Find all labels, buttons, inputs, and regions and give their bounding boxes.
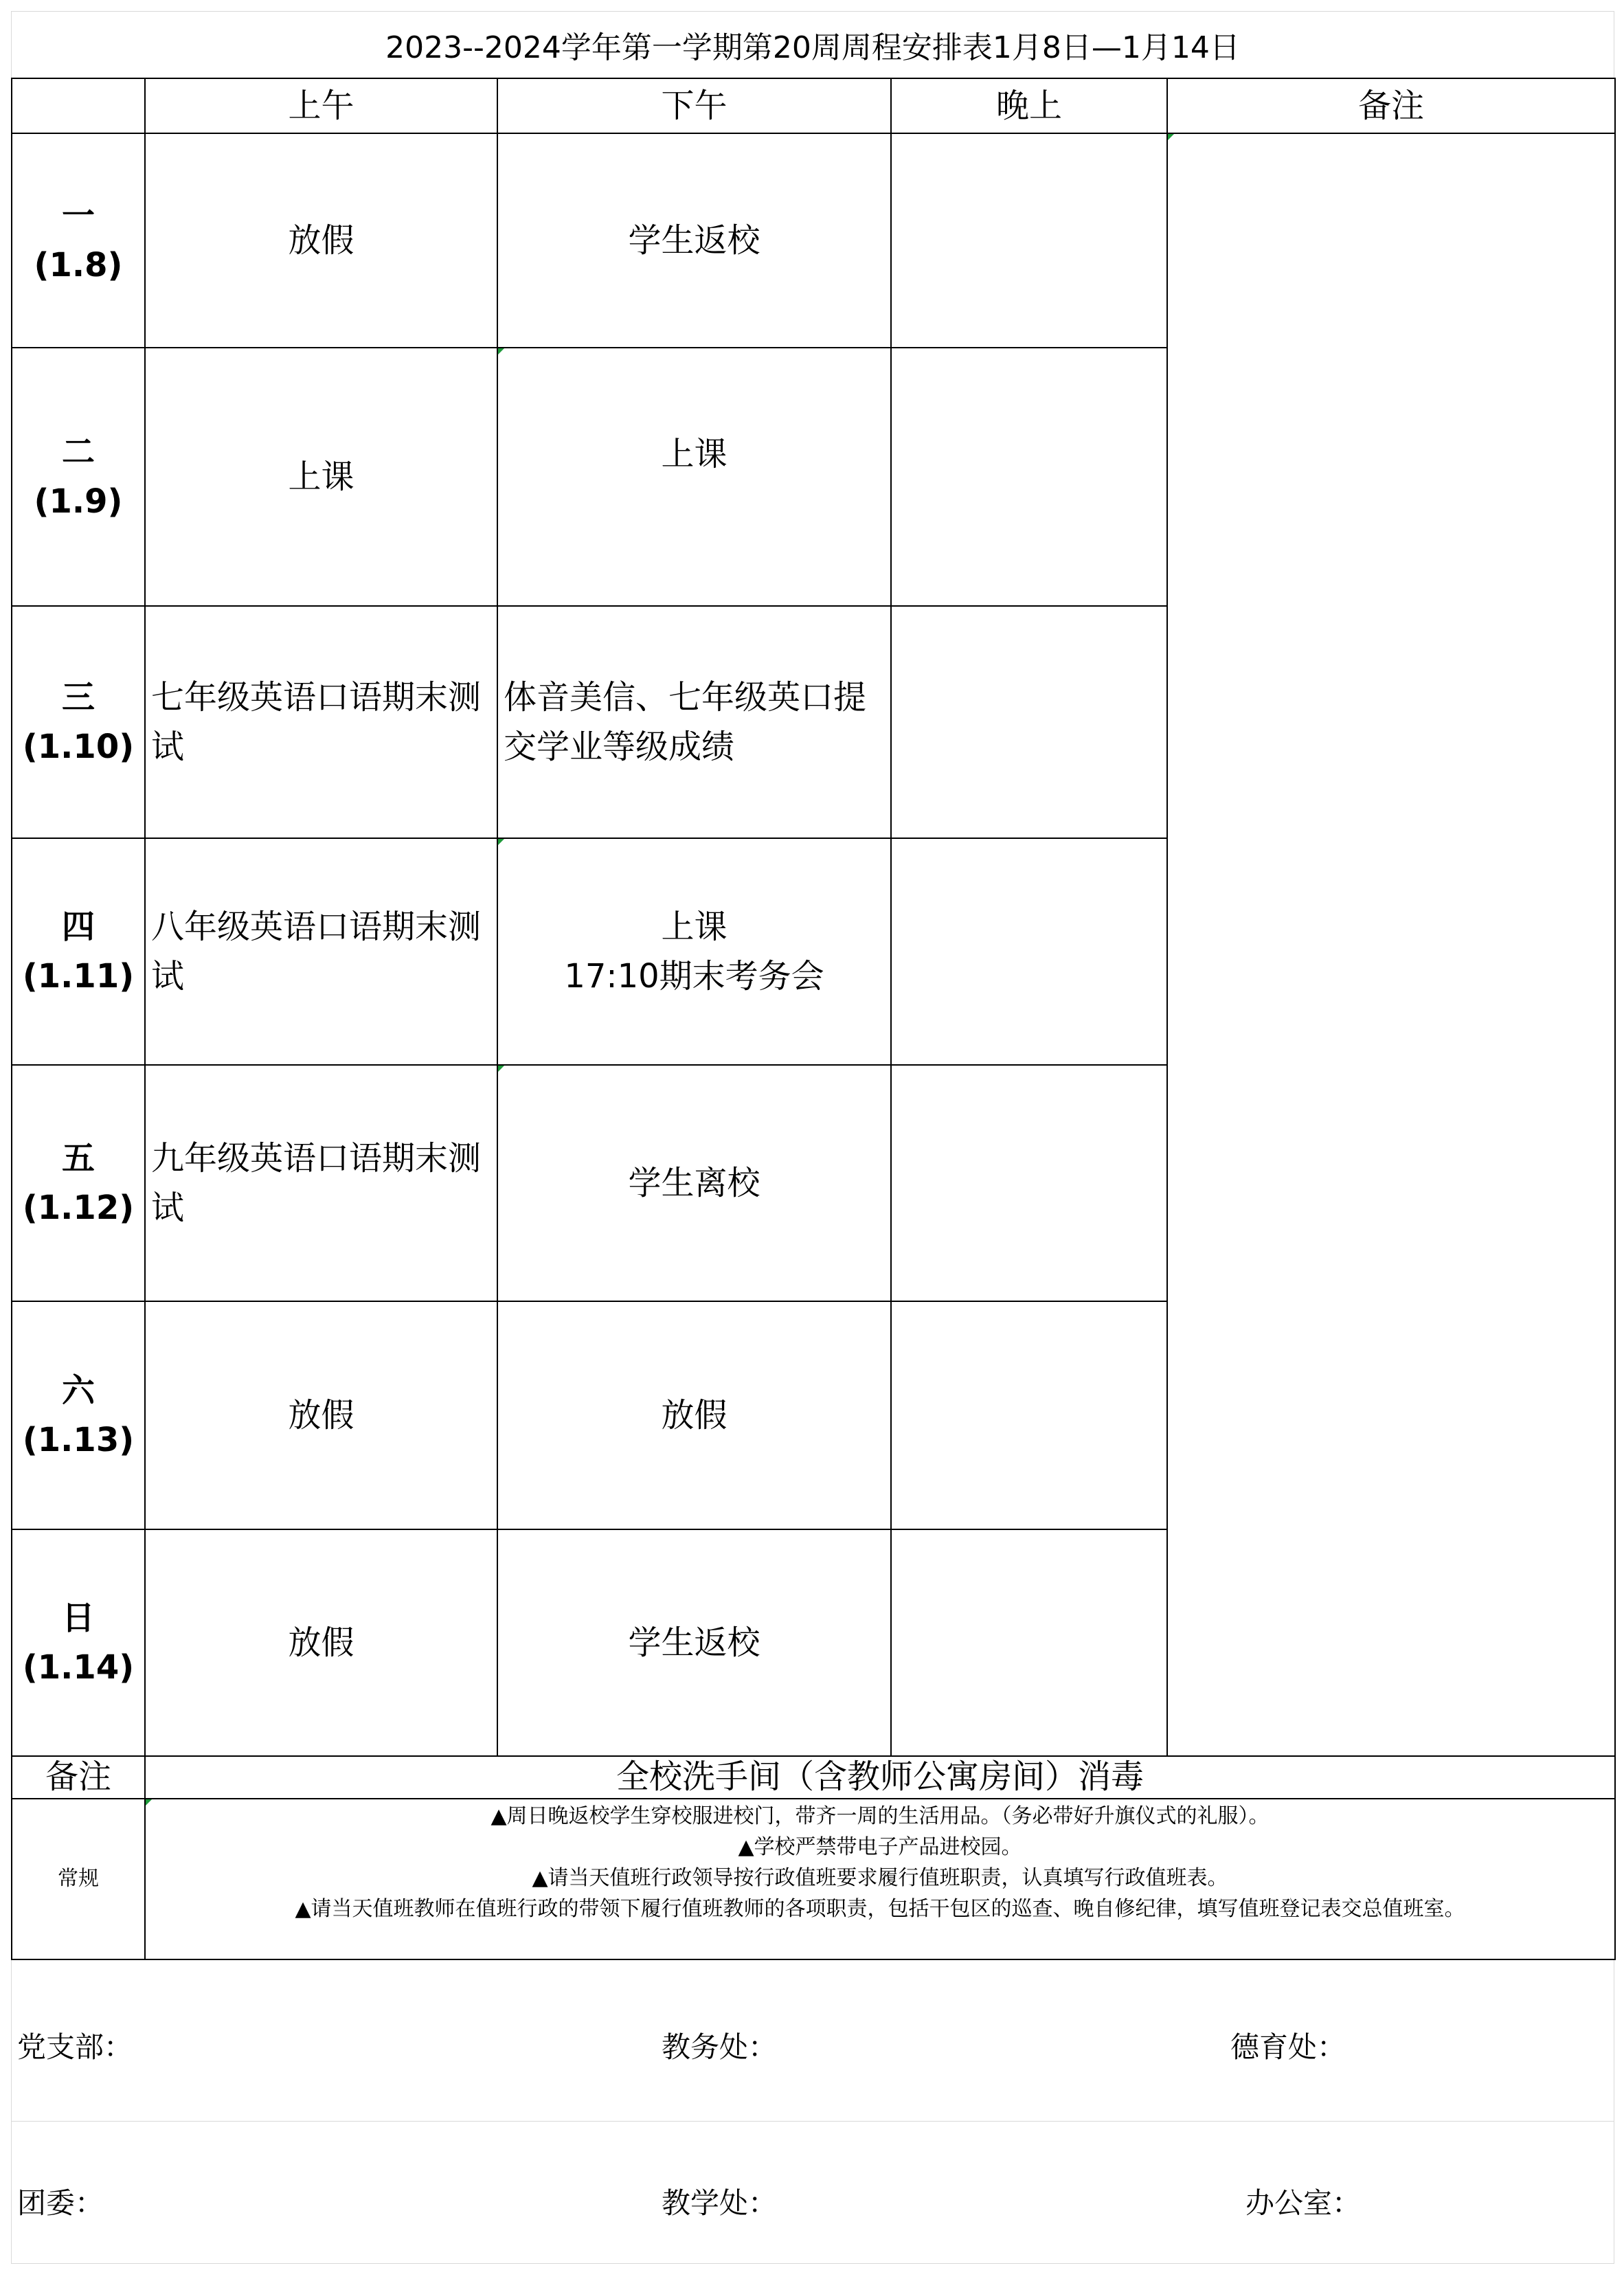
morning-cell: 八年级英语口语期末测试 [145, 838, 497, 1065]
day-cell [12, 606, 145, 838]
morning-cell: 九年级英语口语期末测试 [145, 1065, 497, 1301]
header-row [12, 78, 1615, 133]
evening-cell [891, 133, 1167, 348]
afternoon-cell: 体音美信、七年级英口提交学业等级成绩 [497, 606, 891, 838]
header-blank [12, 78, 145, 133]
signature-row-1 [11, 1960, 1614, 2122]
day-date: (1.12) [22, 1189, 135, 1227]
day-cell [12, 348, 145, 606]
routine-line: ▲请当天值班行政领导按行政值班要求履行值班职责，认真填写行政值班表。 [532, 1866, 1228, 1890]
evening-cell [891, 838, 1167, 1065]
afternoon-cell: 学生返校 [497, 133, 891, 348]
morning-cell: 七年级英语口语期末测试 [145, 606, 497, 838]
routine-line: ▲请当天值班教师在值班行政的带领下履行值班教师的各项职责，包括干包区的巡查、晚自修纪律，填写值班登记表交总值班室。 [295, 1897, 1465, 1921]
evening-cell [891, 1301, 1167, 1529]
routine-text [145, 1799, 1615, 1959]
day-name: 三 [61, 678, 95, 717]
signature-row-2 [11, 2122, 1614, 2264]
page-title: 2023--2024学年第一学期第20周周程安排表1月8日—1月14日 [11, 11, 1614, 78]
header-notes: 备注 [1167, 78, 1615, 133]
day-name: 五 [61, 1139, 95, 1178]
morning-cell: 放假 [145, 133, 497, 348]
morning-cell: 上课 [145, 348, 497, 606]
evening-cell [891, 1065, 1167, 1301]
day-cell [12, 1065, 145, 1301]
remarks-label: 备注 [12, 1756, 145, 1799]
day-name: 日 [61, 1599, 95, 1637]
morning-cell: 放假 [145, 1529, 497, 1756]
day-date: (1.9) [34, 482, 123, 521]
afternoon-cell [497, 838, 891, 1065]
day-cell [12, 1529, 145, 1756]
day-date: (1.10) [22, 728, 135, 766]
day-name: 六 [61, 1371, 95, 1410]
day-date: (1.11) [22, 957, 135, 996]
afternoon-line-1: 上课 [661, 908, 728, 946]
routine-line: ▲学校严禁带电子产品进校园。 [738, 1835, 1022, 1859]
table-row [12, 133, 1615, 348]
signature-academic-affairs: 教务处： [662, 2030, 778, 2064]
routine-line: ▲周日晚返校学生穿校服进校门，带齐一周的生活用品。（务必带好升旗仪式的礼服）。 [490, 1804, 1270, 1828]
evening-cell [891, 1529, 1167, 1756]
signature-youth-league: 团委： [17, 2186, 104, 2220]
day-name: 四 [61, 908, 95, 946]
signature-moral-education: 德育处： [1230, 2030, 1346, 2064]
day-cell [12, 1301, 145, 1529]
notes-column-cell [1167, 133, 1615, 1756]
signature-office: 办公室： [1245, 2186, 1362, 2220]
remarks-row [12, 1756, 1615, 1799]
afternoon-line-2: 17:10期末考务会 [564, 957, 824, 996]
day-cell [12, 838, 145, 1065]
header-afternoon: 下午 [497, 78, 891, 133]
header-evening: 晚上 [891, 78, 1167, 133]
afternoon-cell: 上课 [497, 348, 891, 606]
signature-party: 党支部： [17, 2030, 133, 2064]
evening-cell [891, 606, 1167, 838]
day-cell [12, 133, 145, 348]
afternoon-cell: 放假 [497, 1301, 891, 1529]
day-name: 一 [61, 196, 95, 235]
morning-cell: 放假 [145, 1301, 497, 1529]
day-date: (1.14) [22, 1648, 135, 1687]
day-date: (1.8) [34, 246, 123, 284]
routine-label: 常规 [12, 1799, 145, 1959]
afternoon-cell: 学生离校 [497, 1065, 891, 1301]
signature-teaching: 教学处： [662, 2186, 778, 2220]
remarks-text: 全校洗手间（含教师公寓房间）消毒 [145, 1756, 1615, 1799]
routine-row [12, 1799, 1615, 1959]
day-date: (1.13) [22, 1421, 135, 1459]
header-morning: 上午 [145, 78, 497, 133]
schedule-sheet [11, 11, 1614, 2264]
evening-cell [891, 348, 1167, 606]
day-name: 二 [61, 433, 95, 471]
schedule-table [11, 78, 1616, 1960]
afternoon-cell: 学生返校 [497, 1529, 891, 1756]
